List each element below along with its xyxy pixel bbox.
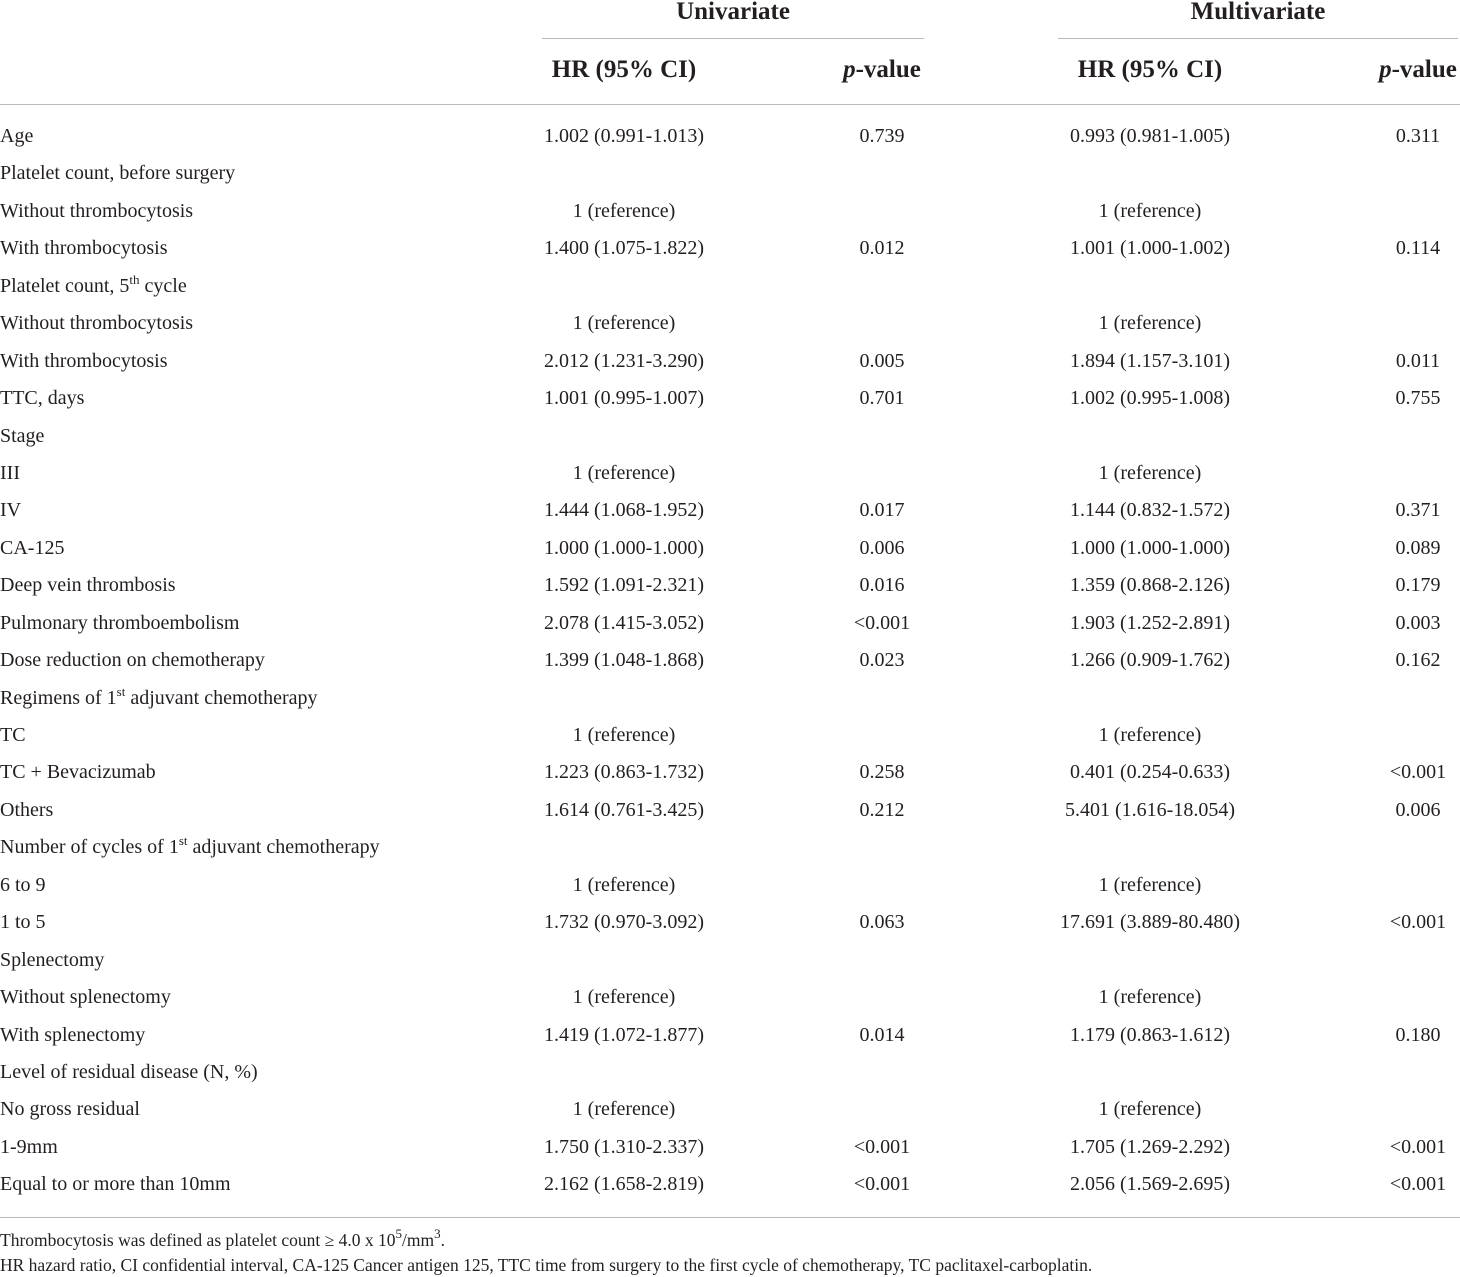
row-label-text: 1-9mm: [0, 1135, 58, 1158]
table-row: [0, 792, 1460, 829]
table-row: [0, 717, 1460, 754]
multivariate-hr-cell: 1.705 (1.269-2.292): [1070, 1135, 1230, 1158]
univariate-hr-cell: 1.002 (0.991-1.013): [544, 125, 704, 147]
row-label-superscript: st: [178, 833, 188, 849]
multivariate-p-cell: 0.180: [1395, 1023, 1441, 1046]
row-label-text: Pulmonary thromboembolism: [0, 611, 240, 634]
row-label-text: Others: [0, 798, 54, 821]
row-label-superscript: st: [116, 683, 126, 699]
univariate-p-cell: 0.063: [859, 911, 905, 934]
univariate-hr-cell: 1 (reference): [572, 312, 676, 335]
footnote-text: .: [440, 1230, 445, 1250]
footnote-text: /mm: [402, 1230, 435, 1250]
row-label: [0, 1166, 231, 1203]
multivariate-hr-cell: 1 (reference): [1098, 1098, 1202, 1121]
table-body: [0, 118, 1460, 1204]
multivariate-hr-cell: 1 (reference): [1098, 986, 1202, 1009]
row-label: [0, 717, 26, 754]
footnote-sup: 3: [434, 1226, 441, 1241]
row-label-text: Without thrombocytosis: [0, 199, 194, 222]
univariate-hr-cell: 1.732 (0.970-3.092): [544, 911, 704, 934]
footnote-sup: 5: [395, 1226, 402, 1241]
table-row: [0, 567, 1460, 604]
row-label-superscript: th: [129, 271, 140, 287]
multivariate-hr-cell: 1.144 (0.832-1.572): [1070, 499, 1230, 522]
table-row: [0, 1054, 1460, 1091]
table-row: [0, 1129, 1460, 1166]
row-label-text: With thrombocytosis: [0, 237, 168, 260]
univariate-hr-cell: 1 (reference): [572, 1098, 676, 1121]
univariate-hr-cell: 1 (reference): [572, 724, 676, 746]
univariate-p-cell: 0.258: [859, 761, 905, 784]
univariate-hr-cell: 1.223 (0.863-1.732): [544, 761, 704, 784]
header-bottom-rule: [0, 104, 1460, 105]
table-row: [0, 680, 1460, 717]
row-label: [0, 904, 46, 941]
row-label-text: IV: [0, 499, 22, 522]
row-label: [0, 1129, 58, 1166]
p-suffix: -value: [1391, 56, 1457, 83]
univariate-p-cell: <0.001: [853, 1135, 911, 1158]
table-header-univariate: Univariate: [676, 0, 790, 25]
table-row: [0, 979, 1460, 1016]
univariate-p-cell: 0.701: [859, 387, 905, 410]
univariate-hr-cell: 2.012 (1.231-3.290): [544, 349, 704, 372]
multivariate-hr-cell: 1 (reference): [1098, 312, 1202, 335]
row-label-text: No gross residual: [0, 1098, 140, 1121]
univariate-p-cell: <0.001: [853, 1173, 911, 1196]
univariate-hr-cell: 1 (reference): [572, 873, 676, 896]
multivariate-p-cell: 0.114: [1395, 237, 1441, 260]
table-row: [0, 642, 1460, 679]
row-label-text: Stage: [0, 424, 45, 447]
row-label-text: TTC, days: [0, 387, 85, 410]
row-label-text: TC + Bevacizumab: [0, 761, 156, 784]
table-row: [0, 155, 1460, 192]
multivariate-p-cell: 0.179: [1395, 574, 1441, 597]
univariate-hr-cell: 1.444 (1.068-1.952): [544, 499, 704, 522]
row-label-text: cycle: [139, 274, 187, 297]
multivariate-p-cell: 0.011: [1395, 349, 1441, 372]
univariate-hr-cell: 1 (reference): [572, 461, 676, 484]
multivariate-hr-cell: 1.359 (0.868-2.126): [1070, 574, 1230, 597]
multivariate-p-cell: 0.006: [1395, 798, 1441, 821]
univariate-hr-cell: 2.078 (1.415-3.052): [544, 611, 704, 634]
univariate-p-cell: 0.006: [859, 536, 905, 559]
p-italic: p: [843, 56, 856, 83]
univariate-hr-cell: 1.592 (1.091-2.321): [544, 574, 704, 597]
footnote-thrombocytosis: [0, 1228, 445, 1252]
univariate-group-rule: [542, 38, 924, 39]
multivariate-hr-cell: 0.993 (0.981-1.005): [1070, 125, 1230, 147]
row-label-text: Deep vein thrombosis: [0, 574, 176, 597]
table-bottom-rule: [0, 1217, 1460, 1218]
univariate-hr-cell: 1.001 (0.995-1.007): [544, 387, 704, 410]
row-label: [0, 1054, 258, 1091]
row-label: [0, 268, 187, 305]
multivariate-hr-cell: 1.266 (0.909-1.762): [1070, 649, 1230, 672]
multivariate-p-cell: 0.003: [1395, 611, 1441, 634]
multivariate-hr-cell: 17.691 (3.889-80.480): [1060, 911, 1240, 934]
multivariate-hr-cell: 1.000 (1.000-1.000): [1070, 536, 1230, 559]
row-label: [0, 867, 46, 904]
row-label-text: CA-125: [0, 536, 65, 559]
multivariate-p-cell: 0.162: [1395, 649, 1441, 672]
table-row: [0, 305, 1460, 342]
row-label: [0, 567, 176, 604]
multivariate-hr-cell: 1 (reference): [1098, 724, 1202, 746]
univariate-p-cell: 0.016: [859, 574, 905, 597]
multivariate-p-cell: 0.311: [1395, 125, 1441, 147]
table-row: [0, 268, 1460, 305]
multivariate-hr-cell: 5.401 (1.616-18.054): [1065, 798, 1235, 821]
table-row: [0, 942, 1460, 979]
col-header-multi-hr: HR (95% CI): [1077, 56, 1223, 83]
univariate-hr-cell: 1.399 (1.048-1.868): [544, 649, 704, 672]
univariate-p-cell: <0.001: [853, 611, 911, 634]
row-label-text: Without splenectomy: [0, 986, 171, 1009]
univariate-p-cell: 0.014: [859, 1023, 905, 1046]
row-label-text: III: [0, 461, 20, 484]
univariate-hr-cell: 1.000 (1.000-1.000): [544, 536, 704, 559]
table-row: [0, 380, 1460, 417]
row-label-text: 6 to 9: [0, 873, 46, 896]
univariate-hr-cell: 1.614 (0.761-3.425): [544, 798, 704, 821]
multivariate-hr-cell: 0.401 (0.254-0.633): [1070, 761, 1230, 784]
table-row: [0, 193, 1460, 230]
table-row: [0, 1166, 1460, 1203]
row-label-text: Platelet count, 5: [0, 274, 130, 297]
univariate-p-cell: 0.023: [859, 649, 905, 672]
row-label: [0, 680, 317, 717]
row-label: [0, 193, 193, 230]
footnote-text: Thrombocytosis was defined as platelet count ≥ 4.0 x 10: [0, 1230, 396, 1250]
table-row: [0, 754, 1460, 791]
multivariate-p-cell: <0.001: [1389, 911, 1447, 934]
univariate-hr-cell: 1 (reference): [572, 986, 676, 1009]
multivariate-hr-cell: 1 (reference): [1098, 873, 1202, 896]
row-label: [0, 1017, 145, 1054]
row-label: [0, 343, 168, 380]
multivariate-hr-cell: 1 (reference): [1098, 461, 1202, 484]
multivariate-p-cell: 0.089: [1395, 536, 1441, 559]
row-label: [0, 829, 380, 866]
table-row: [0, 118, 1460, 155]
footnote-abbreviations: HR hazard ratio, CI confidential interval, CA-125 Cancer antigen 125, TTC time from surgery to the first cycle of chemotherapy, TC paclitaxel-carboplatin.: [0, 1255, 1093, 1275]
multivariate-p-cell: <0.001: [1389, 761, 1447, 784]
row-label: [0, 979, 171, 1016]
univariate-hr-cell: 1.419 (1.072-1.877): [544, 1023, 704, 1046]
row-label-text: Without thrombocytosis: [0, 312, 194, 335]
row-label: [0, 230, 168, 267]
row-label: [0, 792, 53, 829]
univariate-p-cell: 0.212: [859, 798, 905, 821]
row-label-text: With thrombocytosis: [0, 349, 168, 372]
row-label: [0, 605, 239, 642]
table-row: [0, 904, 1460, 941]
row-label-text: With splenectomy: [0, 1023, 146, 1046]
row-label: [0, 942, 104, 979]
row-label-text: Dose reduction on chemotherapy: [0, 649, 265, 672]
univariate-hr-cell: 2.162 (1.658-2.819): [544, 1173, 704, 1196]
univariate-hr-cell: 1.750 (1.310-2.337): [544, 1135, 704, 1158]
row-label-text: Age: [0, 125, 34, 147]
multivariate-hr-cell: 1.903 (1.252-2.891): [1070, 611, 1230, 634]
univariate-p-cell: 0.012: [859, 237, 905, 260]
row-label: [0, 642, 265, 679]
table-row: [0, 455, 1460, 492]
table-row: [0, 1017, 1460, 1054]
p-italic: p: [1379, 56, 1392, 83]
row-label-text: Splenectomy: [0, 948, 105, 971]
row-label-text: Number of cycles of 1: [0, 836, 179, 859]
row-label-text: 1 to 5: [0, 911, 46, 934]
multivariate-hr-cell: 1.002 (0.995-1.008): [1070, 387, 1230, 410]
table-row: [0, 230, 1460, 267]
row-label-text: TC: [0, 724, 26, 746]
row-label: [0, 118, 33, 155]
row-label-text: Platelet count, before surgery: [0, 162, 236, 185]
multivariate-p-cell: <0.001: [1389, 1135, 1447, 1158]
row-label: [0, 1091, 140, 1128]
row-label: [0, 305, 193, 342]
multivariate-hr-cell: 2.056 (1.569-2.695): [1070, 1173, 1230, 1196]
table-row: [0, 1091, 1460, 1128]
multivariate-p-cell: 0.371: [1395, 499, 1441, 522]
table-header-multivariate: Multivariate: [1190, 0, 1326, 25]
multivariate-p-cell: <0.001: [1389, 1173, 1447, 1196]
row-label: [0, 530, 64, 567]
row-label: [0, 380, 84, 417]
row-label: [0, 492, 21, 529]
col-header-uni-hr: HR (95% CI): [551, 56, 697, 83]
multivariate-group-rule: [1058, 38, 1458, 39]
row-label: [0, 754, 156, 791]
table-row: [0, 867, 1460, 904]
multivariate-hr-cell: 1 (reference): [1098, 199, 1202, 222]
univariate-p-cell: 0.005: [859, 349, 905, 372]
row-label: [0, 155, 235, 192]
row-label: [0, 418, 44, 455]
col-header-multi-p: [1356, 54, 1460, 86]
row-label-text: adjuvant chemotherapy: [125, 686, 318, 709]
row-label-text: adjuvant chemotherapy: [187, 836, 380, 859]
table-row: [0, 418, 1460, 455]
row-label-text: Equal to or more than 10mm: [0, 1173, 231, 1196]
table-row: [0, 829, 1460, 866]
multivariate-hr-cell: 1.894 (1.157-3.101): [1070, 349, 1230, 372]
row-label: [0, 455, 20, 492]
table-row: [0, 530, 1460, 567]
multivariate-hr-cell: 1.179 (0.863-1.612): [1070, 1023, 1230, 1046]
p-suffix: -value: [855, 56, 921, 83]
univariate-hr-cell: 1 (reference): [572, 199, 676, 222]
table-row: [0, 343, 1460, 380]
univariate-hr-cell: 1.400 (1.075-1.822): [544, 237, 704, 260]
row-label-text: Regimens of 1: [0, 686, 117, 709]
univariate-p-cell: 0.739: [859, 125, 905, 147]
row-label-text: Level of residual disease (N, %): [0, 1060, 258, 1083]
multivariate-hr-cell: 1.001 (1.000-1.002): [1070, 237, 1230, 260]
col-header-uni-p: [820, 54, 944, 86]
table-row: [0, 492, 1460, 529]
multivariate-p-cell: 0.755: [1395, 387, 1441, 410]
univariate-p-cell: 0.017: [859, 499, 905, 522]
table-row: [0, 605, 1460, 642]
